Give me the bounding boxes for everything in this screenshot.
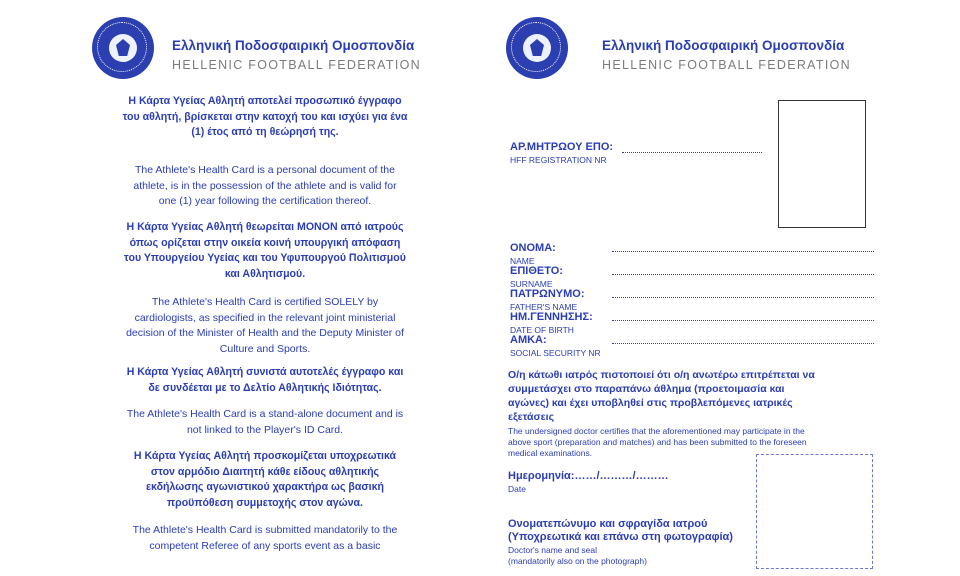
registration-label: ΑΡ.ΜΗΤΡΩΟΥ ΕΠΟ: [510,141,614,153]
registration-label-english: HFF REGISTRATION NR [510,155,607,165]
text-line: medical examinations. [508,448,593,458]
doctor-label-note: (Υποχρεωτικά και επάνω στη φωτογραφία) [508,531,733,543]
social-security-dotted-line[interactable] [612,343,874,344]
paragraph-referee-english [80,523,450,554]
federation-name-greek: Ελληνική Ποδοσφαιρική Ομοσπονδία [172,38,415,53]
text-line: (1) έτος από τη θεώρησή της. [191,126,339,138]
hff-logo [92,17,154,79]
date-label[interactable]: Ημερομηνία:……/………/……… [508,470,669,482]
surname-dotted-line[interactable] [612,274,874,275]
text-line: αγώνες) και έχει υποβληθεί στις προβλεπόμενες ιατρικές [508,397,793,409]
right-page [490,0,880,576]
text-line: δε συνδέεται με το Δελτίο Αθλητικής Ιδιότητας. [148,381,382,394]
text-line: competent Referee of any sports event as a basic [149,539,381,552]
text-line: Η Κάρτα Υγείας Αθλητή συνιστά αυτοτελές έγγραφο και [126,366,404,378]
hff-logo [506,17,568,79]
social-security-label-english: SOCIAL SECURITY NR [510,348,601,358]
text-line: του Υπουργείου Υγείας και του Υφυπουργού Πολιτισμού [124,252,406,264]
date-of-birth-dotted-line[interactable] [612,320,874,321]
text-line: Η Κάρτα Υγείας Αθλητή προσκομίζεται υποχρεωτικά [133,450,397,462]
paragraph-validity-greek [80,94,450,141]
text-line: του αθλητή, βρίσκεται στην κατοχή του και ισχύει για ένα [122,110,408,123]
paragraph-validity-english [80,163,450,210]
text-line: The Athlete's Health Card is submitted mandatorily to the [132,524,398,536]
certification-greek [508,368,878,424]
federation-name-english: HELLENIC FOOTBALL FEDERATION [172,58,421,72]
text-line: not linked to the Player's ID Card. [186,423,344,436]
fathers-name-dotted-line[interactable] [612,297,874,298]
text-line: cardiologists, as specified in the relevant joint ministerial [134,311,396,324]
text-line: Η Κάρτα Υγείας Αθλητή θεωρείται ΜΟΝΟΝ από ιατρούς [126,221,404,233]
text-line: και Αθλητισμού. [224,267,306,280]
date-of-birth-label-english: DATE OF BIRTH [510,325,574,335]
name-label-english: NAME [510,256,535,266]
photo-box [778,100,866,228]
paragraph-certification-greek [80,220,450,282]
text-line: above sport (preparation and matches) and has been submitted to the foreseen [508,437,807,447]
surname-label-english: SURNAME [510,279,553,289]
paragraph-certification-english [80,295,450,357]
text-line: Ο/η κάτωθι ιατρός πιστοποιεί ότι ο/η ανωτέρω επιτρέπεται να [508,369,815,381]
surname-label: ΕΠΙΘΕΤΟ: [510,265,563,277]
text-line: athlete, is in the possession of the athlete and is valid for [133,179,397,192]
name-label: ΟΝΟΜΑ: [510,242,556,254]
text-line: στον αρμόδιο Διαιτητή κάθε είδους αθλητικής [150,465,380,478]
doctor-label: Ονοματεπώνυμο και σφραγίδα ιατρού [508,518,708,530]
federation-name-english: HELLENIC FOOTBALL FEDERATION [602,58,851,72]
doctor-label-english-note: (mandatorily also on the photograph) [508,556,647,566]
federation-name-greek: Ελληνική Ποδοσφαιρική Ομοσπονδία [602,38,845,53]
text-line: συμμετάσχει στο παραπάνω άθλημα (προετοιμασία και [508,383,785,395]
text-line: εκδήλωσης αγωνιστικού χαρακτήρα ως βασική [146,481,384,493]
paragraph-standalone-english [80,407,450,438]
doctor-stamp-box[interactable] [756,454,873,569]
text-line: Η Κάρτα Υγείας Αθλητή αποτελεί προσωπικό έγγραφο [128,95,402,107]
text-line: εξετάσεις [508,411,555,423]
name-dotted-line[interactable] [612,251,874,252]
text-line: The Athlete's Health Card is a personal document of the [135,164,395,176]
date-of-birth-label: ΗΜ.ΓΕΝΝΗΣΗΣ: [510,311,593,323]
paragraph-standalone-greek [80,365,450,396]
social-security-label: ΑΜΚΑ: [510,334,547,346]
text-line: The Athlete's Health Card is a stand-alone document and is [126,408,404,420]
text-line: όπως ορίζεται στην οικεία κοινή υπουργική απόφαση [129,236,401,249]
text-line: decision of the Minister of Health and the Deputy Minister of [126,327,404,339]
text-line: Culture and Sports. [219,342,311,355]
text-line: one (1) year following the certification thereof. [158,195,372,207]
text-line: προϋπόθεση συμμετοχής στον αγώνα. [167,496,363,509]
paragraph-referee-greek [80,449,450,511]
registration-dotted-line[interactable] [622,152,762,153]
date-label-english: Date [508,484,526,494]
left-page [80,0,450,576]
text-line: The undersigned doctor certifies that the aforementioned may participate in the [508,426,805,436]
fathers-name-label-english: FATHER'S NAME [510,302,578,312]
fathers-name-label: ΠΑΤΡΩΝΥΜΟ: [510,288,585,300]
doctor-label-english: Doctor's name and seal [508,545,598,555]
text-line: The Athlete's Health Card is certified SOLELY by [151,296,379,308]
